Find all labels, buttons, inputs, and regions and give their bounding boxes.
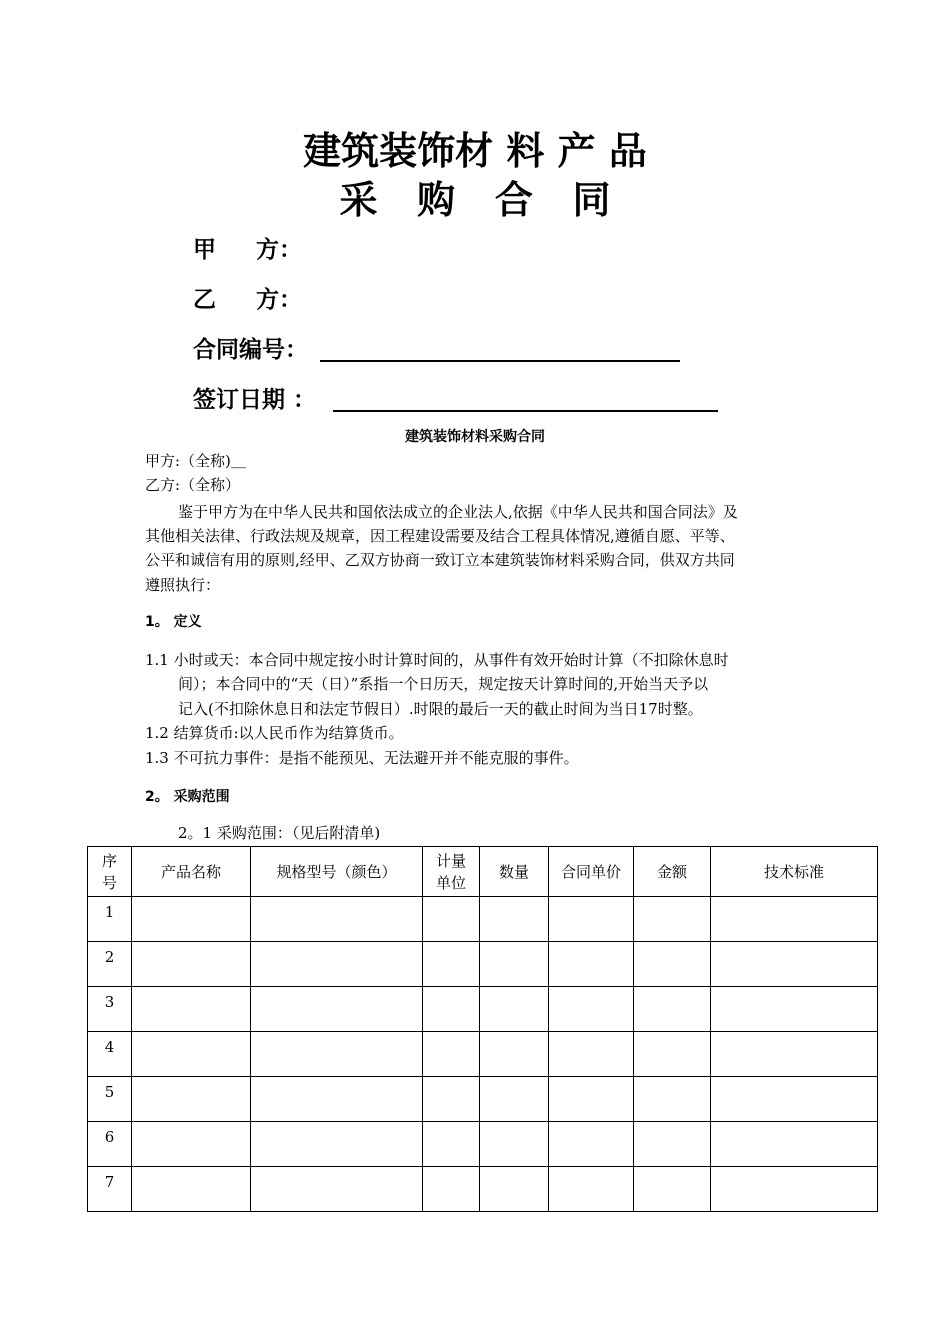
table-row bbox=[88, 1032, 878, 1077]
header-seq-line1: 序 bbox=[101, 851, 117, 870]
cell-amount[interactable] bbox=[634, 1077, 711, 1122]
cell-unit-price[interactable] bbox=[549, 1167, 634, 1212]
cell-quantity[interactable] bbox=[480, 1167, 549, 1212]
row-number: 1 bbox=[88, 897, 132, 942]
cell-spec[interactable] bbox=[251, 1167, 423, 1212]
cell-tech-standard[interactable] bbox=[711, 897, 878, 942]
definition-1-3: 1.3 不可抗力事件：是指不能预见、无法避开并不能克服的事件。 bbox=[145, 749, 579, 767]
row-number: 5 bbox=[88, 1077, 132, 1122]
preamble-line-4: 遵照执行： bbox=[145, 576, 221, 594]
party-a-line: 甲方:（全称)＿ bbox=[145, 452, 246, 470]
cell-product-name[interactable] bbox=[132, 1077, 251, 1122]
table-row bbox=[88, 1167, 878, 1212]
contract-no-field[interactable] bbox=[320, 360, 680, 362]
definition-1-1-line-1: 1.1 小时或天：本合同中规定按小时计算时间的，从事件有效开始时计算（不扣除休息时 bbox=[145, 651, 729, 669]
cell-amount[interactable] bbox=[634, 1032, 711, 1077]
party-b-label: 乙 方： bbox=[193, 287, 303, 313]
cover-title-line2: 采 购 合 同 bbox=[339, 178, 611, 222]
header-unit-line1: 计量 bbox=[435, 851, 466, 870]
table-row bbox=[88, 897, 878, 942]
party-a-label: 甲 方： bbox=[193, 237, 303, 263]
contract-subtitle: 建筑装饰材料采购合同 bbox=[405, 429, 545, 445]
definition-1-1-line-3: 记入(不扣除休息日和法定节假日）.时限的最后一天的截止时间为当日17时整。 bbox=[178, 700, 703, 718]
row-number: 7 bbox=[88, 1167, 132, 1212]
cell-amount[interactable] bbox=[634, 1122, 711, 1167]
cover-title-line1: 建筑装饰材 料 产 品 bbox=[303, 129, 647, 173]
cell-quantity[interactable] bbox=[480, 897, 549, 942]
cell-spec[interactable] bbox=[251, 897, 423, 942]
cell-product-name[interactable] bbox=[132, 942, 251, 987]
cell-unit[interactable] bbox=[423, 987, 480, 1032]
cell-amount[interactable] bbox=[634, 987, 711, 1032]
cell-quantity[interactable] bbox=[480, 942, 549, 987]
row-number: 3 bbox=[88, 987, 132, 1032]
cell-tech-standard[interactable] bbox=[711, 1167, 878, 1212]
cell-spec[interactable] bbox=[251, 1077, 423, 1122]
row-number: 6 bbox=[88, 1122, 132, 1167]
cell-tech-standard[interactable] bbox=[711, 1077, 878, 1122]
header-unit-line2: 单位 bbox=[435, 873, 466, 892]
cell-amount[interactable] bbox=[634, 1167, 711, 1212]
cell-quantity[interactable] bbox=[480, 987, 549, 1032]
table-row bbox=[88, 942, 878, 987]
header-spec: 规格型号（颜色） bbox=[251, 847, 423, 897]
sign-date-field[interactable] bbox=[333, 410, 718, 412]
scope-2-1: 2。1 采购范围：（见后附清单) bbox=[178, 824, 381, 842]
contract-no-label: 合同编号： bbox=[193, 337, 308, 363]
cell-unit[interactable] bbox=[423, 897, 480, 942]
section1-heading: 1。 定义 bbox=[145, 614, 202, 630]
table-header-row bbox=[88, 847, 878, 897]
cell-tech-standard[interactable] bbox=[711, 1032, 878, 1077]
sign-date-label: 签订日期 ： bbox=[193, 387, 317, 413]
cell-spec[interactable] bbox=[251, 942, 423, 987]
header-seq bbox=[88, 847, 132, 897]
section2-heading: 2。 采购范围 bbox=[145, 789, 230, 805]
cell-tech-standard[interactable] bbox=[711, 942, 878, 987]
header-amount: 金额 bbox=[634, 847, 711, 897]
cell-product-name[interactable] bbox=[132, 1122, 251, 1167]
header-unit bbox=[423, 847, 480, 897]
table-row bbox=[88, 987, 878, 1032]
header-unit-price: 合同单价 bbox=[549, 847, 634, 897]
cell-unit[interactable] bbox=[423, 942, 480, 987]
cell-unit[interactable] bbox=[423, 1032, 480, 1077]
cell-amount[interactable] bbox=[634, 942, 711, 987]
cell-unit[interactable] bbox=[423, 1077, 480, 1122]
cell-unit-price[interactable] bbox=[549, 987, 634, 1032]
cell-product-name[interactable] bbox=[132, 1167, 251, 1212]
header-product-name: 产品名称 bbox=[132, 847, 251, 897]
header-quantity: 数量 bbox=[480, 847, 549, 897]
cell-spec[interactable] bbox=[251, 1122, 423, 1167]
cell-unit[interactable] bbox=[423, 1122, 480, 1167]
row-number: 4 bbox=[88, 1032, 132, 1077]
cell-quantity[interactable] bbox=[480, 1077, 549, 1122]
cell-unit-price[interactable] bbox=[549, 1077, 634, 1122]
cell-unit-price[interactable] bbox=[549, 942, 634, 987]
cell-unit-price[interactable] bbox=[549, 1122, 634, 1167]
header-tech-standard: 技术标准 bbox=[711, 847, 878, 897]
definition-1-1-line-2: 间）；本合同中的“天（日）”系指一个日历天，规定按天计算时间的,开始当天予以 bbox=[178, 675, 709, 693]
cell-unit-price[interactable] bbox=[549, 897, 634, 942]
cell-quantity[interactable] bbox=[480, 1032, 549, 1077]
definition-1-2: 1.2 结算货币:以人民币作为结算货币。 bbox=[145, 724, 404, 742]
preamble-line-2: 其他相关法律、行政法规及规章，因工程建设需要及结合工程具体情况,遵循自愿、平等、 bbox=[145, 527, 735, 545]
cell-product-name[interactable] bbox=[132, 987, 251, 1032]
cell-spec[interactable] bbox=[251, 1032, 423, 1077]
preamble-line-1: 鉴于甲方为在中华人民共和国依法成立的企业法人,依据《中华人民共和国合同法》及 bbox=[178, 503, 738, 521]
cell-quantity[interactable] bbox=[480, 1122, 549, 1167]
preamble-line-3: 公平和诚信有用的原则,经甲、乙双方协商一致订立本建筑装饰材料采购合同，供双方共同 bbox=[145, 551, 735, 569]
header-seq-line2: 号 bbox=[101, 873, 117, 892]
cell-product-name[interactable] bbox=[132, 1032, 251, 1077]
party-b-line: 乙方:（全称） bbox=[145, 476, 241, 494]
table-row bbox=[88, 1077, 878, 1122]
row-number: 2 bbox=[88, 942, 132, 987]
cell-product-name[interactable] bbox=[132, 897, 251, 942]
cell-spec[interactable] bbox=[251, 987, 423, 1032]
cell-tech-standard[interactable] bbox=[711, 1122, 878, 1167]
cell-unit[interactable] bbox=[423, 1167, 480, 1212]
procurement-table bbox=[87, 846, 878, 1212]
cell-unit-price[interactable] bbox=[549, 1032, 634, 1077]
table-row bbox=[88, 1122, 878, 1167]
cell-tech-standard[interactable] bbox=[711, 987, 878, 1032]
cell-amount[interactable] bbox=[634, 897, 711, 942]
